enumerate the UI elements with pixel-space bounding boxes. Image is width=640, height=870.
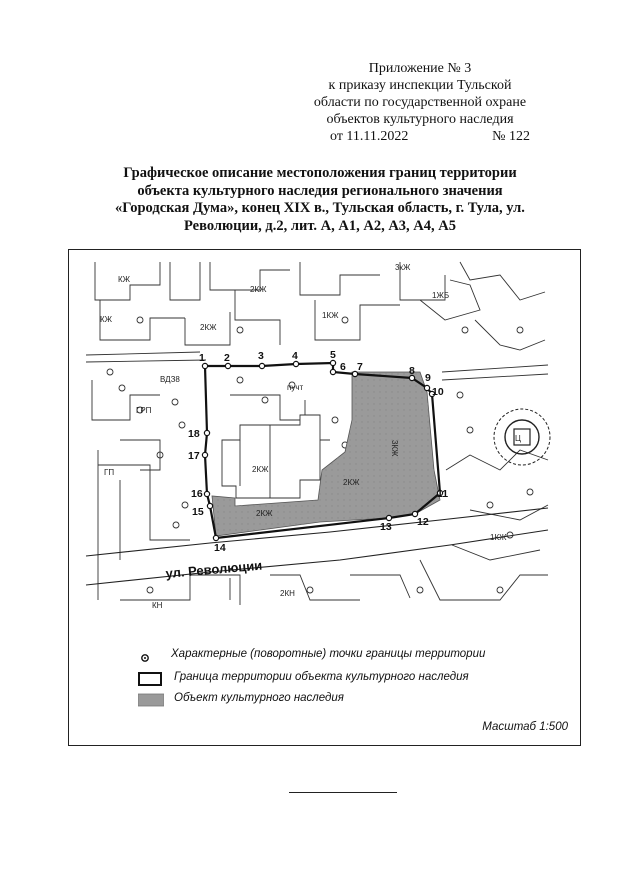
building-label: 2КЖ bbox=[343, 478, 360, 487]
point-label-3: 3 bbox=[258, 350, 264, 362]
title-line-2: объекта культурного наследия регионального значения bbox=[137, 182, 503, 199]
building-label: ВДЗ8 bbox=[160, 375, 180, 384]
order-number: № 122 bbox=[492, 129, 530, 144]
point-label-12: 12 bbox=[417, 516, 429, 528]
legend-item-object bbox=[138, 690, 538, 711]
point-label-15: 15 bbox=[192, 506, 204, 518]
point-label-1: 1 bbox=[199, 352, 205, 364]
building-label: ГП bbox=[104, 468, 115, 477]
building-label: 2КЖ bbox=[252, 465, 269, 474]
building-label: 2КЖ bbox=[200, 323, 217, 332]
building-label: 2КЖ bbox=[250, 285, 267, 294]
document-title bbox=[80, 165, 560, 235]
title-line-1: Графическое описание местоположения границ территории bbox=[123, 165, 517, 181]
appendix-line-4: объектов культурного наследия bbox=[326, 112, 514, 127]
legend-text-points: Характерные (поворотные) точки границы территории bbox=[171, 648, 486, 660]
appendix-line-3: области по государственной охране bbox=[313, 95, 527, 110]
appendix-line-1: Приложение № 3 bbox=[368, 61, 472, 76]
point-label-4: 4 bbox=[292, 350, 298, 362]
building-label: КЖ bbox=[100, 315, 113, 324]
title-line-4: Революции, д.2, лит. А, А1, А2, А3, А4, А5 bbox=[184, 217, 456, 234]
point-label-13: 13 bbox=[380, 521, 392, 533]
courtyard-building bbox=[222, 415, 320, 498]
map-scale: Масштаб 1:500 bbox=[482, 721, 568, 733]
building-label: 1ЖБ bbox=[432, 291, 450, 300]
building-label: 2КН bbox=[280, 589, 295, 598]
building-label: пучт bbox=[287, 383, 304, 392]
boundary-symbol-icon bbox=[138, 672, 162, 686]
heritage-object-symbol-icon bbox=[138, 693, 164, 707]
appendix-header bbox=[300, 60, 540, 145]
point-label-5: 5 bbox=[330, 349, 336, 361]
footer-divider bbox=[289, 792, 397, 793]
point-label-17: 17 bbox=[188, 450, 200, 462]
legend-item-boundary bbox=[138, 669, 538, 690]
building-label: 1КЖ bbox=[490, 533, 507, 542]
point-label-6: 6 bbox=[340, 361, 346, 373]
street-label: ул. Революции bbox=[164, 557, 263, 581]
building-label: 3кЖ bbox=[395, 263, 411, 272]
appendix-line-2: к приказу инспекции Тульской bbox=[328, 78, 512, 93]
point-label-9: 9 bbox=[425, 372, 431, 384]
building-label: КЖ bbox=[118, 275, 131, 284]
point-label-16: 16 bbox=[191, 488, 203, 500]
appendix-date-line bbox=[300, 128, 540, 145]
point-label-11: 11 bbox=[437, 488, 449, 500]
turning-point-symbol-icon bbox=[138, 651, 152, 665]
order-date: от 11.11.2022 bbox=[330, 129, 409, 144]
building-label: ГРП bbox=[136, 406, 152, 415]
monument-roundel bbox=[494, 409, 550, 465]
legend-item-points bbox=[138, 648, 538, 669]
point-label-10: 10 bbox=[432, 386, 444, 398]
point-label-2: 2 bbox=[224, 352, 230, 364]
building-label: КН bbox=[152, 601, 163, 610]
building-label: 3КЖ bbox=[390, 440, 399, 457]
point-label-18: 18 bbox=[188, 428, 200, 440]
legend-text-object: Объект культурного наследия bbox=[174, 692, 344, 704]
title-line-3: «Городская Дума», конец XIX в., Тульская область, г. Тула, ул. bbox=[115, 200, 525, 216]
point-label-8: 8 bbox=[409, 365, 415, 377]
building-label: Ц bbox=[515, 434, 521, 443]
building-label: 1КЖ bbox=[322, 311, 339, 320]
site-plan-map bbox=[82, 258, 556, 612]
building-label: 2КЖ bbox=[256, 509, 273, 518]
point-label-14: 14 bbox=[214, 542, 226, 554]
point-label-7: 7 bbox=[357, 361, 363, 373]
legend-text-boundary: Граница территории объекта культурного наследия bbox=[174, 671, 469, 683]
map-legend bbox=[138, 648, 538, 711]
